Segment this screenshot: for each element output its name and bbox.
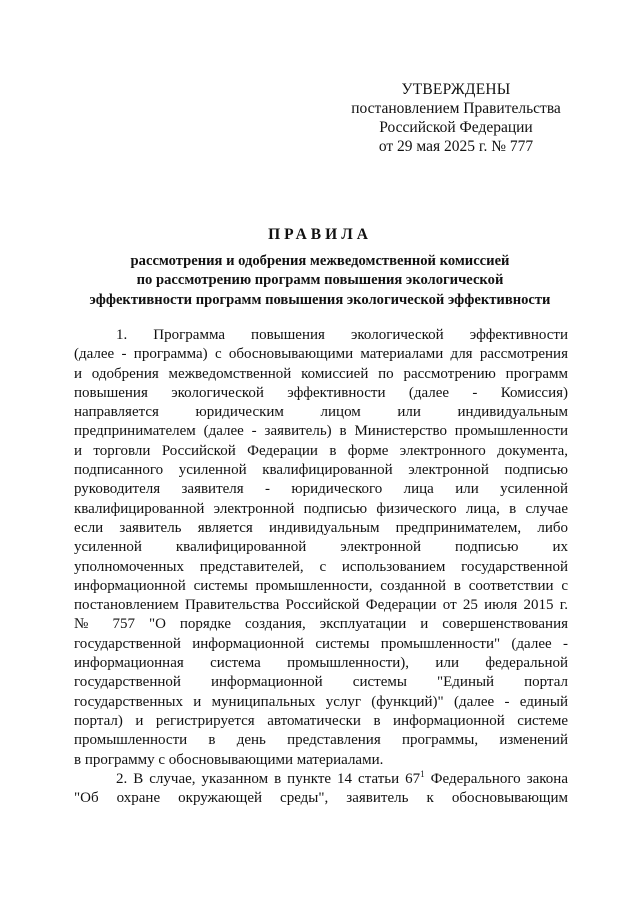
paragraph-line: квалифицированной электронной подписью физического лица, в случае [74, 500, 568, 517]
paragraph-line: № 757 "О порядке создания, эксплуатации и совершенствования [74, 616, 568, 633]
subtitle-line: рассмотрения и одобрения межведомственной комиссией [130, 253, 510, 269]
superscript: 1 [420, 768, 425, 779]
paragraph-line: руководителя заявителя - юридического лица или усиленной [74, 481, 568, 498]
paragraph-line: и торговли Российской Федерации в форме электронного документа, [74, 442, 568, 459]
paragraph2-text: 2. В случае, указанном в пункте 14 статьи 67 [116, 770, 421, 787]
subtitle-line: эффективности программ повышения экологической эффективности [89, 291, 551, 308]
paragraph-line: портал) и регистрируется автоматически в информационной системе [74, 712, 568, 729]
approval-heading: УТВЕРЖДЕНЫ [401, 81, 511, 98]
approval-line: постановлением Правительства [351, 100, 561, 117]
paragraph-line: информационной системы промышленности, созданной в соответствии с [74, 577, 568, 594]
paragraph2-text: Федерального закона [424, 770, 568, 787]
approval-line: от 29 мая 2025 г. № 777 [378, 138, 534, 155]
paragraph-line: государственной информационной системы промышленности" (далее - [74, 635, 568, 652]
document-subtitle [70, 252, 570, 310]
paragraph-line: информационная система промышленности), или федеральной [74, 655, 568, 672]
paragraph-line: "Об охране окружающей среды", заявитель к обосновывающим [74, 790, 568, 807]
subtitle-line: по рассмотрению программ повышения экологической [136, 272, 504, 289]
paragraph-line: государственной информационной системы "Единый портал [74, 674, 568, 691]
paragraph-line: постановлением Правительства Российской Федерации от 25 июля 2015 г. [74, 597, 568, 614]
paragraph-line: государственных и муниципальных услуг (функций)" (далее - единый [74, 693, 568, 710]
approval-line: Российской Федерации [379, 119, 533, 136]
paragraph-line: промышленности в день представления программы, изменений [74, 732, 568, 749]
paragraph-line: предпринимателем (далее - заявитель) в Министерство промышленности [74, 423, 568, 440]
paragraph-line: (далее - программа) с обосновывающими материалами для рассмотрения [74, 346, 568, 363]
paragraph-line: 1. Программа повышения экологической эффективности [116, 327, 568, 343]
paragraph-line: усиленной квалифицированной электронной подписью их [74, 539, 568, 556]
paragraph-line: и одобрения межведомственной комиссией по рассмотрению программ [74, 365, 568, 382]
paragraph-line: повышения экологической эффективности (далее - Комиссия) [74, 384, 568, 401]
paragraph-line: уполномоченных представителей, с использованием государственной [74, 558, 568, 575]
document-title: ПРАВИЛА [268, 226, 372, 243]
approval-stamp [336, 80, 576, 156]
document-body [74, 326, 568, 808]
paragraph-line [74, 770, 568, 789]
paragraph-line: направляется юридическим лицом или индивидуальным [74, 404, 568, 421]
paragraph-line: если заявитель является индивидуальным предпринимателем, либо [74, 519, 568, 536]
paragraph-line: в программу с обосновывающими материалами. [74, 751, 384, 768]
paragraph-line: подписанного усиленной квалифицированной электронной подписью [74, 462, 568, 479]
